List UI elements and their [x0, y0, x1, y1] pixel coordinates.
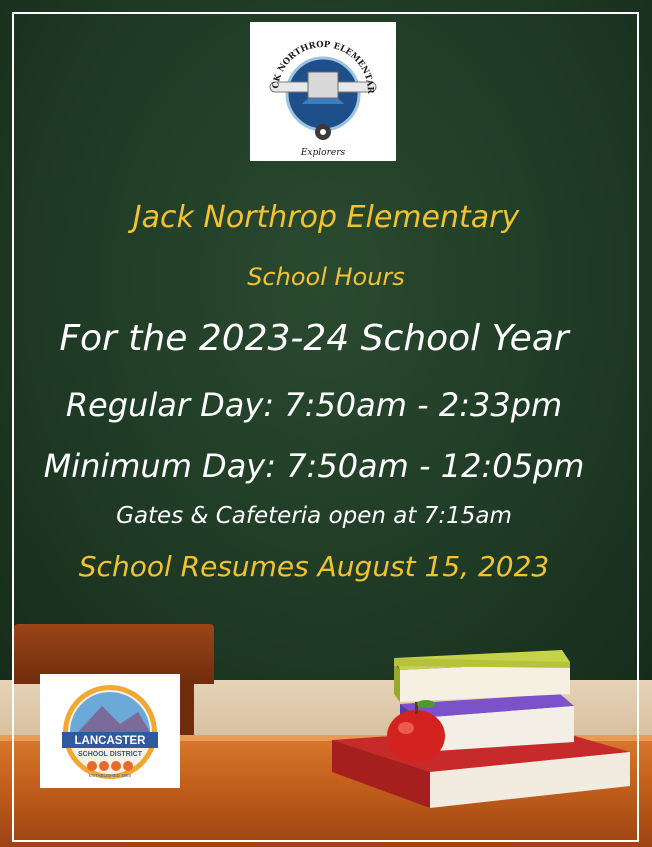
school-resumes-line: School Resumes August 15, 2023: [78, 550, 550, 583]
school-logo: [250, 22, 396, 161]
district-logo-icon: [40, 674, 180, 788]
school-name: Jack Northrop Elementary: [132, 200, 520, 235]
gates-cafeteria-line: Gates & Cafeteria open at 7:15am: [116, 503, 512, 529]
regular-day-line: Regular Day: 7:50am - 2:33pm: [65, 386, 563, 424]
school-logo-motto: Explorers: [300, 148, 346, 158]
school-year-line: For the 2023-24 School Year: [59, 318, 569, 359]
minimum-day-line: Minimum Day: 7:50am - 12:05pm: [43, 447, 585, 485]
school-logo-icon: [250, 22, 396, 161]
district-logo: [40, 674, 180, 788]
district-logo-est: ESTABLISHED 1884: [89, 773, 131, 778]
school-hours-title: School Hours: [247, 263, 405, 291]
books-apple-icon: [330, 640, 642, 820]
school-logo-arc-text: CK NORTHROP ELEMENTAR: [271, 39, 376, 94]
district-logo-sub: SCHOOL DISTRICT: [77, 751, 143, 758]
district-logo-name: LANCASTER: [74, 735, 146, 747]
books-apple: [330, 640, 642, 820]
